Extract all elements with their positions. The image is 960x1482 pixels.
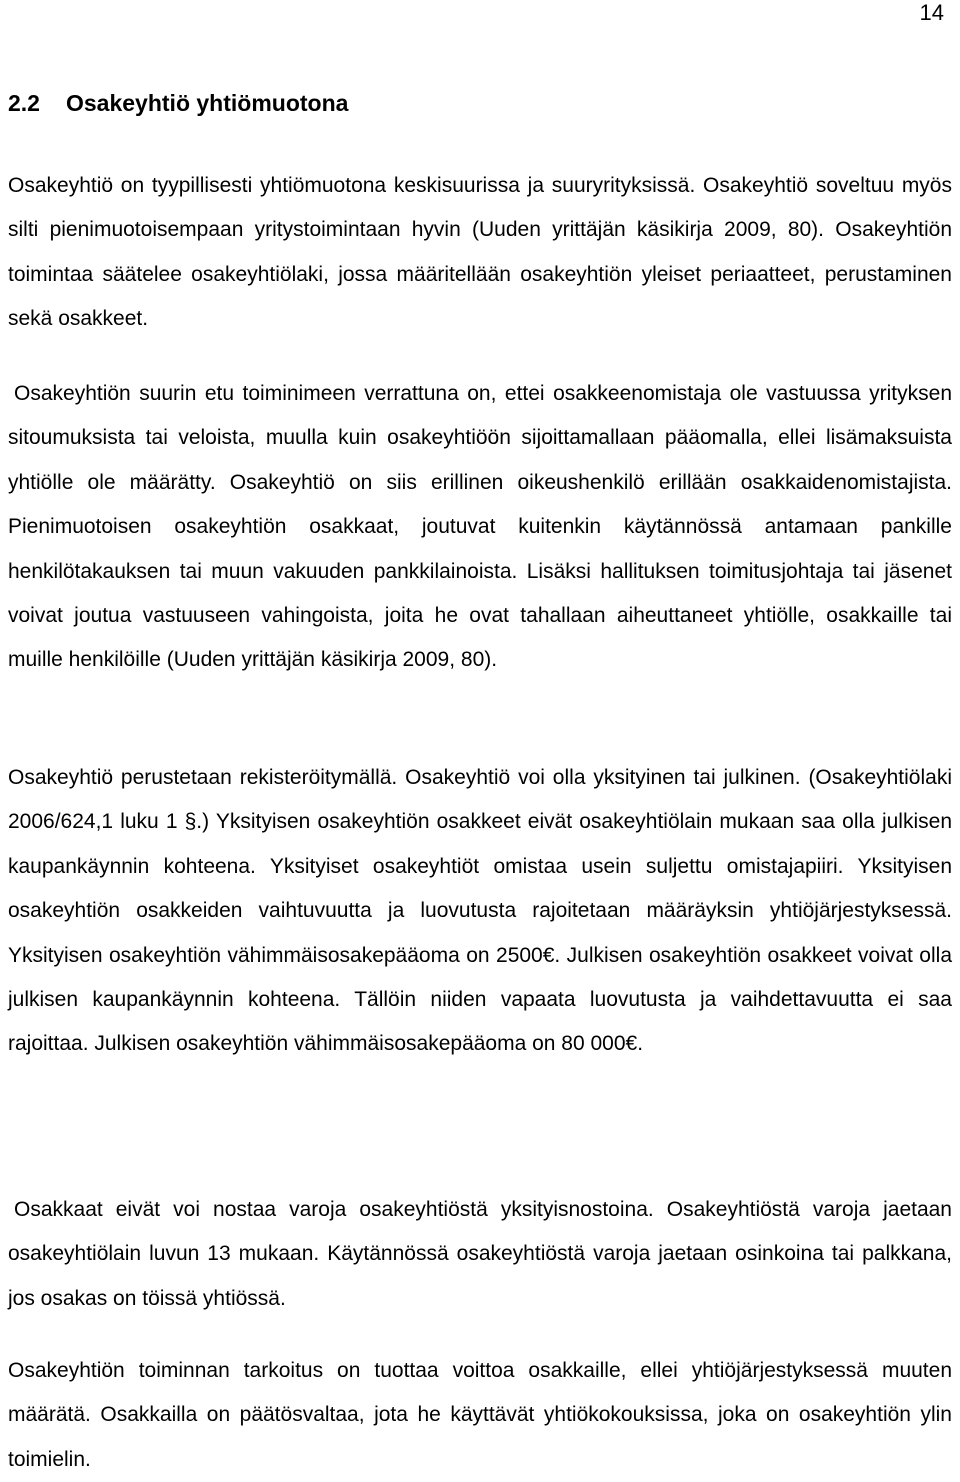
page-number: 14: [919, 0, 944, 25]
section-heading: [8, 88, 348, 118]
paragraph: Osakeyhtiön toiminnan tarkoitus on tuottaa voittoa osakkaille, ellei yhtiöjärjestyksessä muuten määrätä. Osakkailla on päätösvaltaa, jota he käyttävät yhtiökokouksissa, joka on osakeyhtiön ylin toimielin.: [8, 1359, 952, 1471]
section-title: Osakeyhtiö yhtiömuotona: [66, 90, 349, 116]
paragraph: Osakeyhtiön suurin etu toiminimeen verrattuna on, ettei osakkeenomistaja ole vastuussa yrityksen sitoumuksista tai veloista, muulla kuin osakeyhtiöön sijoittamallaan pääomalla, ellei lisämaksuista yhtiölle ole määrätty. Osakeyhtiö on siis erillinen oikeushenkilö erillään osakkaidenomistajista. Pienimuotoisen osakeyhtiön osakkaat, joutuvat kuitenkin käytännössä antamaan pankille henkilötakauksen tai muun vakuuden pankkilainoista. Lisäksi hallituksen toimitusjohtaja tai jäsenet voivat joutua vastuuseen vahingoista, joita he ovat tahallaan aiheuttaneet yhtiölle, osakkaille tai muille henkilöille (Uuden yrittäjän käsikirja 2009, 80).: [8, 382, 952, 672]
paragraph: Osakkaat eivät voi nostaa varoja osakeyhtiöstä yksityisnostoina. Osakeyhtiöstä varoja jaetaan osakeyhtiölain luvun 13 mukaan. Käytännössä osakeyhtiöstä varoja jaetaan osinkoina tai palkkana, jos osakas on töissä yhtiössä.: [8, 1198, 952, 1310]
section-number: 2.2: [8, 90, 40, 116]
paragraph: Osakeyhtiö on tyypillisesti yhtiömuotona keskisuurissa ja suuryrityksissä. Osakeyhtiö soveltuu myös silti pienimuotoisempaan yritystoimintaan hyvin (Uuden yrittäjän käsikirja 2009, 80). Osakeyhtiön toimintaa säätelee osakeyhtiölaki, jossa määritellään osakeyhtiön yleiset periaatteet, perustaminen sekä osakkeet.: [8, 174, 952, 331]
paragraph: Osakeyhtiö perustetaan rekisteröitymällä. Osakeyhtiö voi olla yksityinen tai julkinen. (Osakeyhtiölaki 2006/624,1 luku 1 §.) Yksityisen osakeyhtiön osakkeet eivät osakeyhtiölain mukaan saa olla julkisen kaupankäynnin kohteena. Yksityiset osakeyhtiöt omistaa usein suljettu omistajapiiri. Yksityisen osakeyhtiön osakkeiden vaihtuvuutta ja luovutusta rajoitetaan määräyksin yhtiöjärjestyksessä. Yksityisen osakeyhtiön vähimmäisosakepääoma on 2500€. Julkisen osakeyhtiön osakkeet voivat olla julkisen kaupankäynnin kohteena. Tällöin niiden vapaata luovutusta ja vaihdettavuutta ei saa rajoittaa. Julkisen osakeyhtiön vähimmäisosakepääoma on 80 000€.: [8, 766, 952, 1056]
